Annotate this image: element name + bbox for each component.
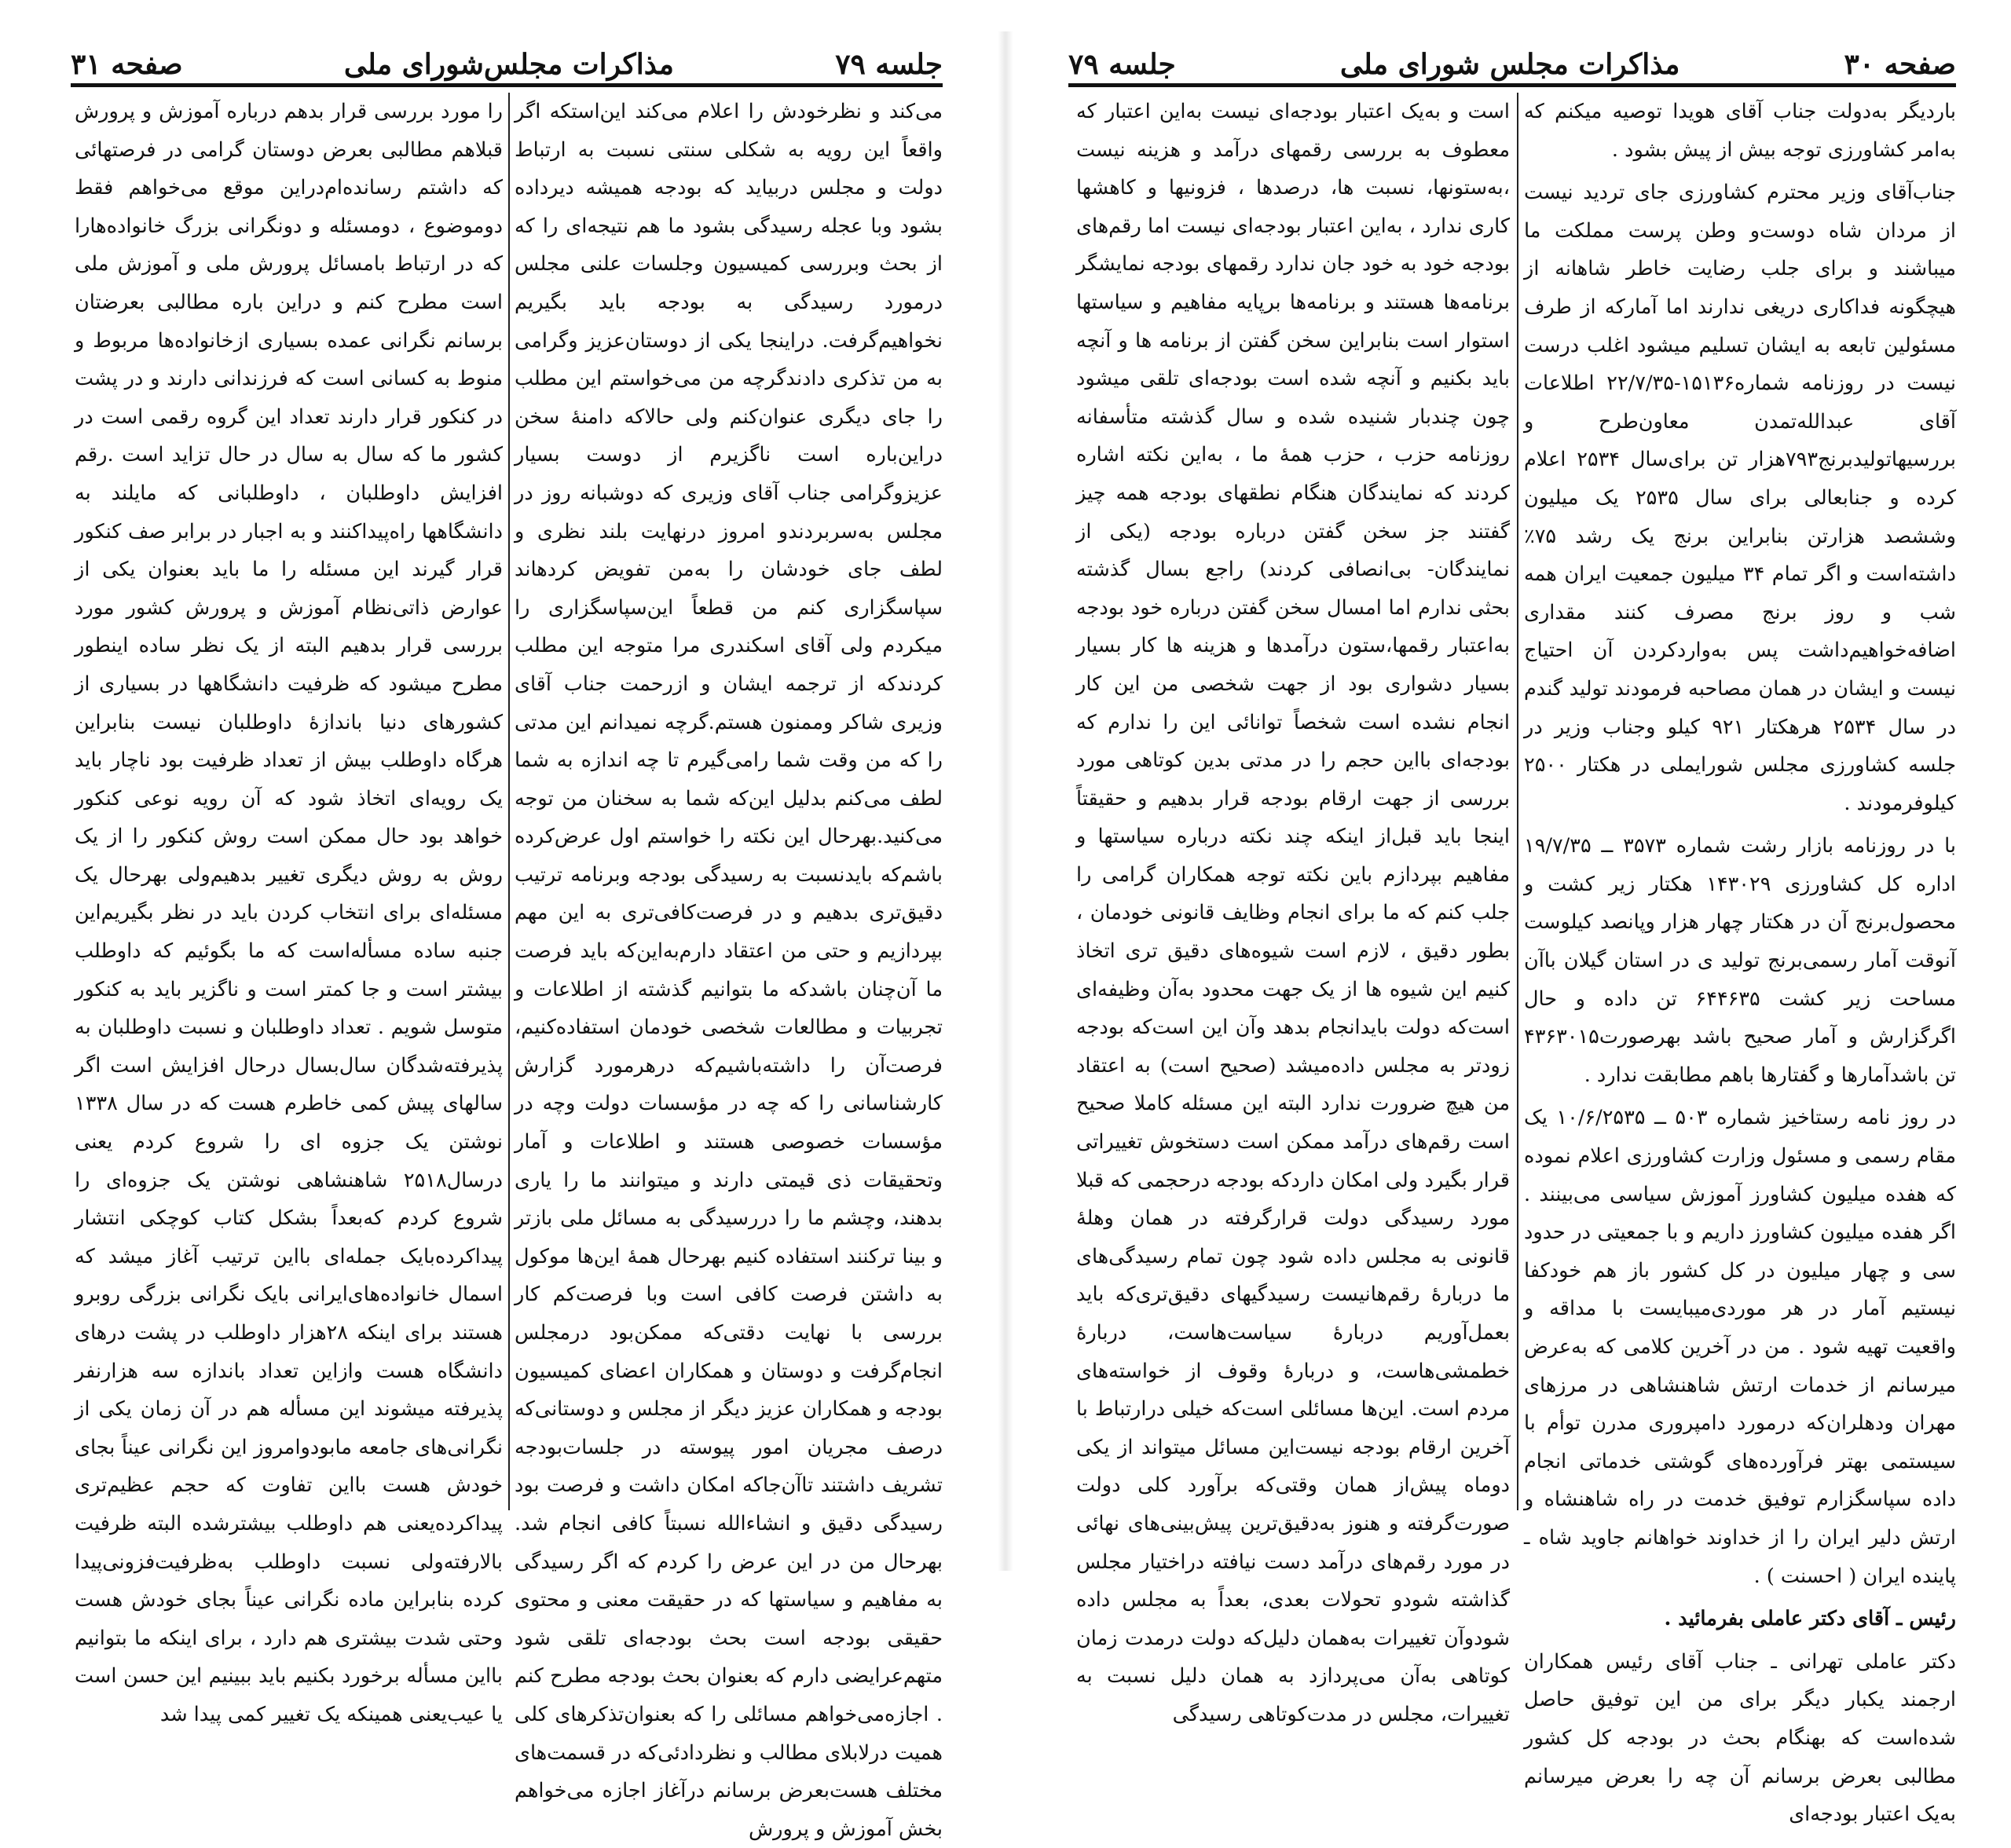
paragraph: را مورد بررسی قرار بدهم درباره آموزش و پرورش قبلاهم مطالبی بعرض دوستان گرامی در فرصتهائی که داشتم رسانده‌ام‌دراین موقع می‌خواهم فقط دوموضوع ، دومسئله و دونگرانی بزرگ خانواده‌هارا که در ارتباط بامسائل پرورش ملی و آموزش ملی است مطرح کنم و دراین باره مطالبی بعرضتان برسانم نگرانی عمده بسیاری ازخانواده‌ها مربوط و منوط به کسانی است که فرزندانی دارند و در پشت در کنکور قرار دارند تعداد این گروه رقمی است در کشور ما که سال به سال در حال تزاید است .رقم افزایش داوطلبان ، داوطلبانی که مایلند به دانشگاهها راه‌پیداکنند و به اجبار در برابر صف کنکور قرار گیرند این مسئله را ما باید بعنوان یکی از عوارض ذاتی‌نظام آموزش و پرورش کشور مورد بررسی قرار بدهیم البته از یک نظر ساده اینطور مطرح میشود که ظرفیت دانشگاهها در بسیاری از کشورهای دنیا باندازهٔ داوطلبان نیست بنابراین هرگاه داوطلب بیش از تعداد ظرفیت بود ناچار باید یک رویه‌ای اتخاذ شود که آن رویه نوعی کنکور خواهد بود حال ممکن است روش کنکور را از یک روش به روش دیگری تغییر بدهیم‌ولی بهرحال یک مسئله‌ای برای انتخاب کردن باید در نظر بگیریم‌این جنبه ساده مسأله‌است که ما بگوئیم که داوطلب بیشتر است و جا کمتر است و ناگزیر باید به کنکور متوسل شویم . تعداد داوطلبان و نسبت داوطلبان به پذیرفته‌شدگان سال‌بسال درحال افزایش است اگر سالهای پیش کمی خاطرم هست که در سال ۱۳۳۸ نوشتن یک جزوه ای را شروع کردم یعنی درسال۲۵۱۸ شاهنشاهی نوشتن یک جزوه‌ای را شروع کردم که‌بعداً بشکل کتاب کوچکی انتشار پیداکرده‌بایک جمله‌ای بااین ترتیب آغاز میشد که اسمال خانواده‌های‌ایرانی بایک نگرانی بزرگی روبرو هستند برای اینکه ۲۸هزار داوطلب در پشت درهای دانشگاه هست وازاین تعداد باندازه سه هزارنفر پذیرفته میشوند این مسأله هم در آن زمان یکی از نگرانی‌های جامعه مابودوامروز این نگرانی عیناً بجای خودش هست بااین تفاوت که حجم عظیم‌تری پیداکرده‌یعنی هم داوطلب بیشترشده البته ظرفیت بالارفته‌ولی نسبت داوطلب به‌ظرفیت‌فزونی‌پیدا کرده بنابراین ماده نگرانی عیناً بجای خودش هست وحتی شدت بیشتری هم دارد ، برای اینکه ما بتوانیم بااین مسأله برخورد بکنیم باید ببینیم این حسن است یا عیب‌یعنی همینکه یک تغییر کمی پیدا شد: [75, 100, 503, 1726]
left-page-right-column: [515, 93, 943, 1841]
left-page-number: صفحه ۳۱: [71, 48, 183, 81]
left-session-label: جلسه ۷۹: [835, 48, 943, 81]
right-running-title: مذاکرات مجلس شورای ملی: [1339, 48, 1680, 81]
left-header-rule: [71, 83, 943, 87]
left-running-title: مذاکرات مجلس‌شورای ملی: [343, 48, 674, 81]
right-page-right-column: [1524, 93, 1957, 1827]
paragraph: است و به‌یک اعتبار بودجه‌ای نیست به‌این اعتبار که معطوف به بررسی رقمهای درآمد و هزینه نیست ،به‌ستونها، نسبت ها، درصدها ، فزونیها و کاهشها کاری ندارد ، به‌این اعتبار بودجه‌ای نیست اما رقم‌های بودجه خود به خود جان ندارد رقمهای بودجه نمایشگر برنامه‌ها هستند و برنامه‌ها برپایه مفاهیم و سیاستها استوار است بنابراین سخن گفتن از برنامه ها و آنچه باید بکنیم و آنچه شده است بودجه‌ای تلقی میشود چون چندبار شنیده شده و سال گذشته متأسفانه روزنامه حزب ، حزب همهٔ ما ، به‌این نکته اشاره کردند که نمایندگان هنگام نطقهای بودجه همه چیز گفتند جز سخن گفتن درباره بودجه (یکی از نمایندگان- بی‌انصافی کردند) راجع بسال گذشته بحثی ندارم اما امسال سخن گفتن درباره خود بودجه به‌اعتبار رقمها،ستون درآمدها و هزینه ها کار بسیار بسیار دشواری بود از جهت شخصی من این کار انجام نشده است شخصاً توانائی این را ندارم که بودجه‌ای بااین حجم را در مدتی بدین کوتاهی مورد بررسی از جهت ارقام بودجه قرار بدهیم و حقیقتاً اینجا باید قبل‌از اینکه چند نکته درباره سیاستها و مفاهیم بپردازم باین نکته توجه همکاران گرامی را جلب کنم که ما برای انجام وظایف قانونی خودمان ، بطور دقیق ، لازم است شیوه‌های دقیق تری اتخاذ کنیم این شیوه ها از یک جهت محدود به‌آن وظیفه‌ای است‌که دولت بایدانجام بدهد وآن این است‌که بودجه زودتر به مجلس داده‌میشد (صحیح است) به اعتقاد من هیچ ضرورت ندارد البته این مسئله کاملا صحیح است رقم‌های درآمد ممکن است دستخوش تغییراتی قرار بگیرد ولی امکان داردکه بودجه درحجمی که قبلا مورد رسیدگی دولت قرارگرفته در همان وهلهٔ قانونی به مجلس داده شود چون تمام رسیدگی‌های ما دربارهٔ رقم‌هانیست رسیدگیهای دقیق‌تری‌که باید بعمل‌آوریم دربارهٔ سیاست‌هاست، دربارهٔ خطمشی‌هاست، و دربارهٔ وقوف از خواسته‌های مردم است. این‌ها مسائلی است‌که خیلی درارتباط با آخرین ارقام بودجه نیست‌این مسائل میتواند از یکی دوماه پیش‌از همان وقتی‌که برآورد کلی دولت صورت‌گرفته و هنوز به‌دقیق‌ترین پیش‌بینی‌های نهائی در مورد رقم‌های درآمد دست نیافته دراختیار مجلس گذاشته شودو تحولات بعدی، بعداً به مجلس داده شودوآن تغییرات به‌همان دلیل‌که دولت درمدت زمان کوتاهی به‌آن می‌پردازد به همان دلیل نسبت به تغییرات، مجلس در مدت‌کوتاهی رسیدگی: [1076, 100, 1510, 1726]
right-page-header: [1068, 38, 1956, 79]
paragraph: در روز نامه رستاخیز شماره ۵۰۳ ــ ۱۰/۶/۲۵۳۵ یک مقام رسمی و مسئول وزارت کشاورزی اعلام نموده که هفده میلیون کشاورز آموزش سیاسی می‌بینند . اگر هفده میلیون کشاورز داریم و با جمعیتی در حدود سی و چهار میلیون در کل کشور باز هم خودکفا نیستیم آمار در هر موردی‌میبایست با مداقه و واقعیت تهیه شود . من در آخرین کلامی که به‌عرض میرسانم از خدمات ارتش شاهنشاهی در مرزهای مهران ودهلران‌که درمورد دامپروری مدرن توأم با سیستمی بهتر فرآورده‌های گوشتی خدماتی انجام داده سپاسگزارم توفیق خدمت در راه شاهنشاه و ارتش دلیر ایران را از خداوند خواهانم جاوید شاه ـ پاینده ایران ( احسنت ) .: [1524, 1106, 1957, 1588]
paragraph: می‌کند و نظرخودش را اعلام می‌کند این‌استکه اگر واقعاً این رویه به شکلی سنتی نسبت به ارتباط دولت و مجلس دربیاید که بودجه همیشه دیرداده بشود وبا عجله رسیدگی بشود ما هم نتیجه‌ای را که از بحث وبررسی کمیسیون وجلسات علنی مجلس درمورد رسیدگی به بودجه باید بگیریم نخواهیم‌گرفت. دراینجا یکی از دوستان‌عزیز وگرامی به من تذکری دادندگرچه من می‌خواستم این مطلب را جای دیگری عنوان‌کنم ولی حالاکه دامنهٔ سخن دراین‌باره است ناگزیرم از دوست بسیار عزیزوگرامی جناب آقای وزیری که دوشبانه روز در مجلس به‌سربردندو امروز درنهایت بلند نظری و لطف جای خودشان را به‌من تفویض کردهاند سپاسگزاری کنم من قطعاً این‌سپاسگزاری را میکردم ولی آقای اسکندری مرا متوجه این مطلب کردندکه از ترجمه ایشان و ازرحمت جناب آقای وزیری شاکر وممنون هستم.گرچه نمیدانم این مدتی را که من وقت شما رامی‌گیرم تا چه اندازه به شما لطف می‌کنم بدلیل این‌که شما به سخنان من توجه می‌کنید.بهرحال این نکته را خواستم اول عرض‌کرده باشم‌که بایدنسبت به رسیدگی بودجه وبرنامه ترتیب دقیق‌تری بدهیم و در فرصت‌کافی‌تری به این مهم بپردازیم و حتی من اعتقاد دارم‌به‌این‌که باید فرصت ما آن‌چنان باشدکه ما بتوانیم گذشته از اطلاعات و تجربیات و مطالعات شخصی خودمان استفاده‌کنیم، فرصت‌آن را داشته‌باشیم‌که درهرمورد گزارش کارشناسانی را که چه در مؤسسات دولت وچه در مؤسسات خصوصی هستند و اطلاعات و آمار وتحقیقات ذی قیمتی دارند و میتوانند ما را یاری بدهند، وچشم ما را دررسیدگی به مسائل ملی بازتر و بینا ترکنند استفاده کنیم بهرحال همهٔ این‌ها موکول به داشتن فرصت کافی است وبا فرصت‌کم کار بررسی با نهایت دقتی‌که ممکن‌بود درمجلس انجام‌گرفت و دوستان و همکاران اعضای کمیسیون بودجه و همکاران عزیز دیگر از مجلس و دوستانی‌که درصف مجریان امور پیوسته در جلسات‌بودجه تشریف داشتند تاآن‌جاکه امکان داشت و فرصت بود رسیدگی دقیق و انشاءالله نسبتاً کافی انجام شد. بهرحال من در این عرض را کردم که اگر رسیدگی به مفاهیم و سیاستها که در حقیقت معنی و محتوی حقیقی بودجه است بحث بودجه‌ای تلقی شود متهم‌عرایضی دارم که بعنوان بحث بودجه مطرح کنم . اجازه‌می‌خواهم مسائلی را که بعنوان‌تذکرهای کلی همیت درلابلای مطالب و نظردادئی‌که در قسمت‌های مختلف هست‌بعرض برسانم درآغاز اجازه می‌خواهم بخش آموزش و پرورش: [515, 100, 943, 1841]
paragraph: باردیگر به‌دولت جناب آقای هویدا توصیه میکنم که به‌امر کشاورزی توجه بیش از پیش بشود .: [1524, 100, 1956, 162]
right-page-left-column: [1076, 93, 1510, 1726]
right-page-number: صفحه ۳۰: [1844, 48, 1956, 81]
left-page: [0, 0, 1006, 1841]
paragraph: جناب‌آقای وزیر محترم کشاورزی جای تردید نیست از مردان شاه دوست‌و وطن پرست مملکت ما میباشند و برای جلب رضایت خاطر شاهانه از هیچگونه فداکاری دریغی ندارند اما آمارکه از طرف مسئولین تابعه به ایشان تسلیم میشود اغلب درست نیست در روزنامه شماره۱۵۱۳۶-۲۲/۷/۳۵ اطلاعات آقای عبدالله‌تمدن معاون‌طرح و بررسیهاتولیدبرنج۷۹۳هزار تن برای‌سال ۲۵۳۴ اعلام کرده و جنابعالی برای سال ۲۵۳۵ یک میلیون وششصد هزارتن بنابراین برنج یک رشد ۷۵٪ داشته‌است و اگر تمام ۳۴ میلیون جمعیت ایران همه شب و روز برنج مصرف کنند مقداری اضافه‌خواهیم‌داشت پس به‌واردکردن آن احتیاج نیست و ایشان در همان مصاحبه فرمودند تولید گندم در سال ۲۵۳۴ هرهکتار ۹۲۱ کیلو وجناب وزیر در جلسه کشاورزی مجلس شورایملی در هکتار ۲۵۰۰ کیلوفرمودند .: [1524, 181, 1956, 815]
right-page: [1006, 0, 2011, 1827]
speaker-line: رئیس ـ آقای دکتر عاملی بفرمائید .: [1664, 1607, 1956, 1631]
left-column-divider: [508, 93, 510, 1510]
paragraph: با در روزنامه بازار رشت شماره ۳۵۷۳ ــ ۱۹/۷/۳۵ اداره کل کشاورزی ۱۴۳۰۲۹ هکتار زیر کشت و محصول‌برنج آن در هکتار چهار هزار وپانصد کیلوست آنوقت آمار رسمی‌برنج تولید ی در استان گیلان باآن مساحت زیر کشت ۶۴۴۶۳۵ تن داده و حال اگرگزارش و آمار صحیح باشد بهرصورت۴۳۶۳۰۱۵ تن باشدآمارها و گفتارها باهم مطابقت ندارد .: [1524, 834, 1957, 1087]
left-page-left-column: [75, 93, 503, 1726]
right-session-label: جلسه ۷۹: [1068, 48, 1176, 81]
right-header-rule: [1068, 83, 1956, 87]
right-column-divider: [1517, 93, 1518, 1510]
left-page-header: [71, 38, 943, 79]
paragraph: دکتر عاملی تهرانی ـ جناب آقای رئیس همکاران ارجمند یکبار دیگر برای من این توفیق حاصل شده‌است که بهنگام بحث در بودجه کل کشور مطالبی بعرض برسانم آن چه را بعرض میرسانم به‌یک اعتبار بودجه‌ای: [1524, 1649, 1956, 1827]
